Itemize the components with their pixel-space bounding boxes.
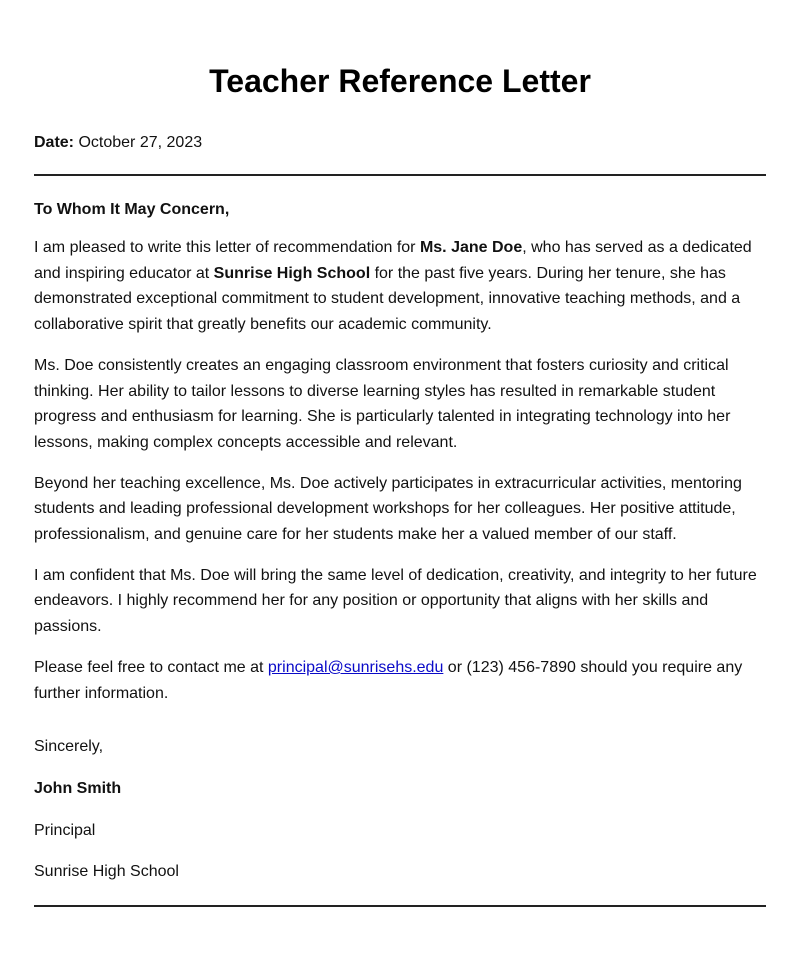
paragraph-intro-text-2: , who has served as a dedicated and inspiring educator at bbox=[34, 239, 752, 282]
signature-name: John Smith bbox=[34, 780, 122, 798]
date-label: Date: bbox=[34, 134, 75, 151]
paragraph-contact-text-2: or (123) 456-7890 should you require any further information. bbox=[34, 658, 743, 702]
signature-title: Principal bbox=[34, 822, 96, 840]
top-divider bbox=[34, 174, 766, 176]
salutation: To Whom It May Concern, bbox=[34, 201, 230, 218]
paragraph-intro bbox=[34, 235, 766, 338]
paragraph-intro-text-1: I am pleased to write this letter of recommendation for bbox=[34, 239, 420, 256]
paragraph-contact-text-1: Please feel free to contact me at bbox=[34, 658, 268, 676]
signature-organization: Sunrise High School bbox=[34, 863, 179, 881]
teacher-name: Ms. Jane Doe bbox=[419, 239, 523, 256]
paragraph-classroom: Ms. Doe consistently creates an engaging classroom environment that fosters curiosity and critical thinking. Her ability to tailor lessons to diverse learning styles has resulted in remarkable student progress and enthusiasm for learning. She is particularly talented in integrating technology into her lessons, making complex concepts accessible and relevant. bbox=[34, 356, 731, 451]
bottom-divider bbox=[34, 905, 766, 907]
page-title: Teacher Reference Letter bbox=[209, 63, 591, 99]
date-value: October 27, 2023 bbox=[78, 134, 203, 151]
paragraph-intro-text-3: for the past five years. During her tenure, she has demonstrated exceptional commitment to student development, innovative teaching methods, and a collaborative spirit that greatly benefits our academic community. bbox=[34, 264, 741, 334]
paragraph-extracurricular: Beyond her teaching excellence, Ms. Doe actively participates in extracurricular activities, mentoring students and leading professional development workshops for her colleagues. Her positive attitude, professionalism, and genuine care for her students make her a valued member of our staff. bbox=[34, 474, 742, 544]
closing: Sincerely, bbox=[34, 738, 104, 756]
email-link[interactable]: principal@sunrisehs.edu bbox=[267, 658, 444, 676]
date-line bbox=[34, 133, 766, 153]
school-name: Sunrise High School bbox=[213, 264, 371, 282]
paragraph-recommendation: I am confident that Ms. Doe will bring the same level of dedication, creativity, and integrity to her future endeavors. I highly recommend her for any position or opportunity that aligns with her skills and passions. bbox=[34, 566, 757, 636]
paragraph-contact bbox=[34, 655, 766, 706]
